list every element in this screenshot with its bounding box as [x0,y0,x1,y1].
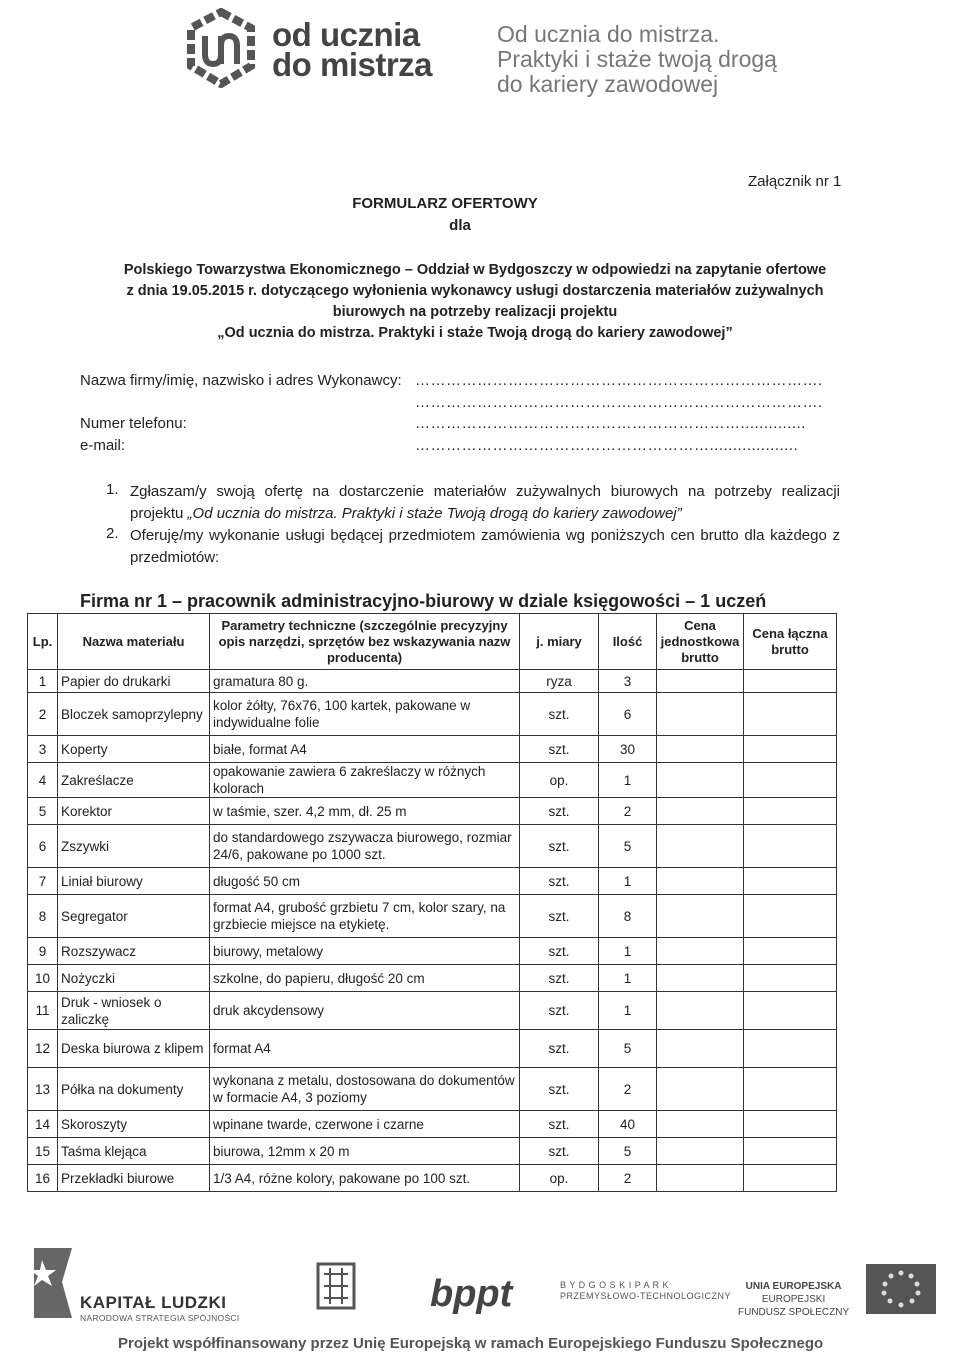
cell-lp: 16 [28,1165,58,1192]
cell-qty: 1 [599,992,657,1030]
table-row [28,992,837,1030]
bppt-sub-line: B Y D G O S K I P A R K [560,1280,670,1290]
point-number: 1. [106,481,119,498]
header-unit: j. miary [520,614,599,670]
cell-unit-price[interactable] [657,825,744,868]
cell-params: format A4 [210,1030,520,1068]
kl-subtitle: NARODOWA STRATEGIA SPÓJNOŚCI [80,1313,240,1323]
cell-params: do standardowego zszywacza biurowego, rozmiar 24/6, pakowane po 1000 szt. [210,825,520,868]
company-field-line2[interactable]: ……………………………………………………………………. [415,394,823,411]
kapital-ludzki-logo [80,1293,240,1323]
cell-lp: 7 [28,868,58,895]
header-total-price: Cena łączna brutto [744,614,837,670]
cell-lp: 2 [28,693,58,736]
cell-total-price[interactable] [744,1068,837,1111]
cell-total-price[interactable] [744,965,837,992]
cell-total-price[interactable] [744,868,837,895]
cell-params: opakowanie zawiera 6 zakreślaczy w różnych kolorach [210,763,520,798]
cell-unit: szt. [520,693,599,736]
table-row [28,825,837,868]
point-1-prefix: projektu [130,505,188,522]
table-row [28,798,837,825]
cell-qty: 1 [599,763,657,798]
cell-qty: 1 [599,868,657,895]
cell-total-price[interactable] [744,798,837,825]
bppt-sub-line: PRZEMYSŁOWO-TECHNOLOGICZNY [560,1291,732,1301]
cell-total-price[interactable] [744,736,837,763]
eu-flag-icon [866,1264,936,1314]
cell-lp: 10 [28,965,58,992]
cell-lp: 1 [28,670,58,693]
cell-unit-price[interactable] [657,1165,744,1192]
cell-total-price[interactable] [744,895,837,938]
cell-name: Korektor [58,798,210,825]
cell-unit-price[interactable] [657,763,744,798]
point-2-line2: przedmiotów: [130,549,220,566]
cell-lp: 9 [28,938,58,965]
cell-unit: ryza [520,670,599,693]
cell-name: Taśma klejąca [58,1138,210,1165]
tagline-line: do kariery zawodowej [497,71,719,97]
point-1-project-name: „Od ucznia do mistrza. Praktyki i staże Twoją drogą do kariery zawodowej” [187,505,682,522]
ue-logo-text [738,1280,849,1319]
table-row [28,763,837,798]
cell-unit: szt. [520,992,599,1030]
tagline-line: Praktyki i staże twoją drogą [497,46,777,72]
cell-unit: szt. [520,895,599,938]
cell-qty: 2 [599,1068,657,1111]
table-row [28,868,837,895]
cell-unit: szt. [520,868,599,895]
cell-unit: szt. [520,1030,599,1068]
cell-name: Deska biurowa z klipem [58,1030,210,1068]
cell-total-price[interactable] [744,693,837,736]
cell-qty: 8 [599,895,657,938]
cell-unit: szt. [520,825,599,868]
point-number: 2. [106,525,119,542]
cell-unit: szt. [520,938,599,965]
point-1-text [130,481,840,525]
form-subtitle: dla [449,217,471,234]
cell-total-price[interactable] [744,763,837,798]
cell-qty: 1 [599,938,657,965]
header-unit-price: Cena jednostkowa brutto [657,614,744,670]
cell-name: Koperty [58,736,210,763]
cell-params: szkolne, do papieru, długość 20 cm [210,965,520,992]
cell-qty: 2 [599,798,657,825]
table-row [28,736,837,763]
cell-lp: 13 [28,1068,58,1111]
intro-line: „Od ucznia do mistrza. Praktyki i staże Twoją drogą do kariery zawodowej” [217,325,733,341]
header-name: Nazwa materiału [58,614,210,670]
cell-unit-price[interactable] [657,895,744,938]
ue-sub-line: FUNDUSZ SPOŁECZNY [738,1307,850,1318]
point-2-line1: Oferuję/my wykonanie usługi będącej przedmiotem zamówienia wg poniższych cen brutto dla każdego z [130,527,840,544]
table-row [28,1068,837,1111]
cell-unit: op. [520,763,599,798]
materials-table [27,613,837,1192]
cell-lp: 4 [28,763,58,798]
cell-unit: op. [520,1165,599,1192]
cell-name: Rozszywacz [58,938,210,965]
header-tagline [497,22,777,97]
cell-name: Zszywki [58,825,210,868]
bppt-logo: bppt [430,1273,513,1315]
kl-title: KAPITAŁ LUDZKI [80,1293,227,1312]
table-row [28,895,837,938]
cell-params: wpinane twarde, czerwone i czarne [210,1111,520,1138]
cell-params: 1/3 A4, różne kolory, pakowane po 100 szt. [210,1165,520,1192]
cell-qty: 1 [599,965,657,992]
cell-qty: 5 [599,1138,657,1165]
cell-unit-price[interactable] [657,1111,744,1138]
cell-params: kolor żółty, 76x76, 100 kartek, pakowane w indywidualne folie [210,693,520,736]
intro-text [90,260,860,344]
cell-unit-price[interactable] [657,992,744,1030]
cell-unit-price[interactable] [657,965,744,992]
cell-lp: 11 [28,992,58,1030]
cell-params: biurowy, metalowy [210,938,520,965]
cell-name: Skoroszyty [58,1111,210,1138]
cell-unit-price[interactable] [657,1030,744,1068]
brand-logo [272,16,433,83]
cell-name: Półka na dokumenty [58,1068,210,1111]
table-row [28,670,837,693]
table-row [28,938,837,965]
table-row [28,965,837,992]
table-row [28,1111,837,1138]
cell-unit: szt. [520,736,599,763]
brand-line-2: do mistrza [272,46,433,83]
cell-lp: 14 [28,1111,58,1138]
cell-total-price[interactable] [744,1138,837,1165]
cell-name: Bloczek samoprzylepny [58,693,210,736]
cell-name: Liniał biurowy [58,868,210,895]
table-row [28,1165,837,1192]
intro-line: Polskiego Towarzystwa Ekonomicznego – Oddział w Bydgoszczy w odpowiedzi na zapytanie ofertowe [123,262,827,278]
ue-sub-line: EUROPEJSKI [761,1294,826,1305]
cell-name: Segregator [58,895,210,938]
kapital-ludzki-flag-icon [28,1246,76,1320]
table-row [28,693,837,736]
cell-unit: szt. [520,1068,599,1111]
cell-name: Zakreślacze [58,763,210,798]
cell-lp: 15 [28,1138,58,1165]
form-title: FORMULARZ OFERTOWY [352,195,538,212]
cell-qty: 40 [599,1111,657,1138]
cell-unit: szt. [520,1138,599,1165]
cell-name: Papier do drukarki [58,670,210,693]
cell-params: format A4, grubość grzbietu 7 cm, kolor szary, na grzbiecie miejsce na etykietę. [210,895,520,938]
cell-total-price[interactable] [744,1111,837,1138]
cell-unit-price[interactable] [657,693,744,736]
cell-qty: 5 [599,1030,657,1068]
table-row [28,1030,837,1068]
bppt-subtitle [560,1280,731,1302]
cofinance-note: Projekt współfinansowany przez Unię Europejską w ramach Europejskiego Funduszu Społecznego [118,1335,824,1352]
cell-total-price[interactable] [744,1030,837,1068]
cell-lp: 3 [28,736,58,763]
cell-name: Nożyczki [58,965,210,992]
phone-label: Numer telefonu: [80,415,187,432]
cell-params: w taśmie, szer. 4,2 mm, dł. 25 m [210,798,520,825]
header-qty: Ilość [599,614,657,670]
cell-total-price[interactable] [744,992,837,1030]
cell-qty: 5 [599,825,657,868]
attachment-label: Załącznik nr 1 [748,173,842,190]
um-logo-icon [185,8,257,88]
email-label: e-mail: [80,437,126,454]
cell-params: wykonana z metalu, dostosowana do dokumentów w formacie A4, 3 poziomy [210,1068,520,1111]
header-lp: Lp. [28,614,58,670]
cell-params: gramatura 80 g. [210,670,520,693]
firma-title: Firma nr 1 – pracownik administracyjno-biurowy w dziale księgowości – 1 uczeń [80,591,767,611]
cell-lp: 8 [28,895,58,938]
table-row [28,1138,837,1165]
cell-qty: 3 [599,670,657,693]
cell-total-price[interactable] [744,670,837,693]
cell-params: białe, format A4 [210,736,520,763]
company-field[interactable]: ……………………………………………………………………. [415,372,823,389]
intro-line: z dnia 19.05.2015 r. dotyczącego wyłonienia wykonawcy usługi dostarczenia materiałów zużywalnych [126,283,824,299]
tagline-line: Od ucznia do mistrza. [497,21,720,47]
cell-lp: 5 [28,798,58,825]
intro-line: biurowych na potrzeby realizacji projektu [332,304,618,320]
phone-field[interactable]: ……………………………………………………….............. [415,415,806,432]
cell-qty: 30 [599,736,657,763]
cell-unit-price[interactable] [657,798,744,825]
cell-unit-price[interactable] [657,1138,744,1165]
point-2-text [130,525,840,569]
cell-unit-price[interactable] [657,868,744,895]
cell-unit-price[interactable] [657,938,744,965]
cell-unit: szt. [520,965,599,992]
cell-total-price[interactable] [744,938,837,965]
cell-unit: szt. [520,798,599,825]
cell-unit-price[interactable] [657,670,744,693]
cell-params: druk akcydensowy [210,992,520,1030]
cell-qty: 2 [599,1165,657,1192]
company-label: Nazwa firmy/imię, nazwisko i adres Wykonawcy: [80,372,402,389]
cell-name: Przekładki biurowe [58,1165,210,1192]
cell-unit: szt. [520,1111,599,1138]
ue-title: UNIA EUROPEJSKA [745,1281,842,1292]
point-1-line1: Zgłaszam/y swoją ofertę na dostarczenie materiałów zużywalnych biurowych na potrzeby realizacji [130,483,840,500]
table-header-row [28,614,837,670]
cell-unit-price[interactable] [657,736,744,763]
cell-params: biurowa, 12mm x 20 m [210,1138,520,1165]
cell-lp: 6 [28,825,58,868]
cell-lp: 12 [28,1030,58,1068]
header-params: Parametry techniczne (szczególnie precyzyjny opis narzędzi, sprzętów bez wskazywania nazw producenta) [210,614,520,670]
cell-name: Druk - wniosek o zaliczkę [58,992,210,1030]
cell-unit-price[interactable] [657,1068,744,1111]
email-field[interactable]: …………………………………………………................... [415,437,799,454]
cell-total-price[interactable] [744,825,837,868]
cell-total-price[interactable] [744,1165,837,1192]
cell-params: długość 50 cm [210,868,520,895]
brand-line-1: od ucznia [272,16,420,53]
pte-emblem-icon [316,1262,356,1310]
cell-qty: 6 [599,693,657,736]
